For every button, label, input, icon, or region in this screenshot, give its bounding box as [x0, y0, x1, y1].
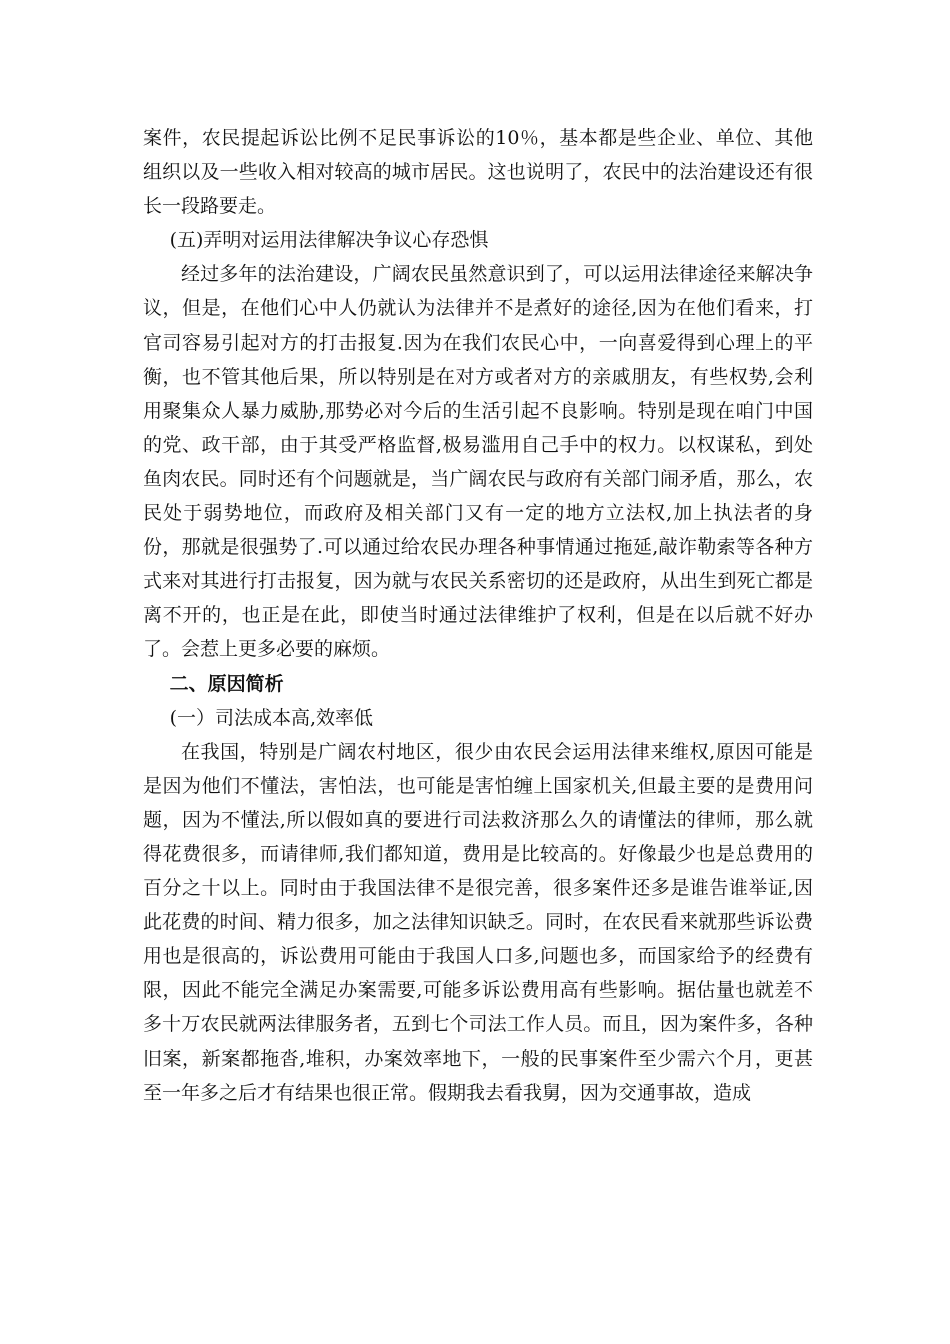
section-heading-five: (五)弄明对运用法律解决争议心存恐惧 [169, 229, 489, 252]
body-paragraph: 经过多年的法治建设，广阔农民虽然意识到了，可以运用法律途径来解决争议，但是，在他们心中人仍就认为法律并不是煮好的途径,因为在他们看来，打官司容易引起对方的打击报复.因为在我们农民心中，一向喜爱得到心理上的平衡，也不管其他后果，所以特别是在对方或者对方的亲戚朋友，有些权势,会利用聚集众人暴力威胁,那势必对今后的生活引起不良影响。特别是现在咱门中国的党、政干部，由于其受严格监督,极易滥用自己手中的权力。以权谋私，到处鱼肉农民。同时还有个问题就是，当广阔农民与政府有关部门闹矛盾，那么，农民处于弱势地位，而政府及相关部门又有一定的地方立法权,加上执法者的身份，那就是很强势了.可以通过给农民办理各种事情通过拖延,敲诈勒索等各种方式来对其进行打击报复，因为就与农民关系密切的还是政府，从出生到死亡都是离不开的，也正是在此，即使当时通过法律维护了权利，但是在以后就不好办了。会惹上更多必要的麻烦。 [143, 263, 813, 661]
body-paragraph: 在我国，特别是广阔农村地区，很少由农民会运用法律来维权,原因可能是是因为他们不懂法，害怕法，也可能是害怕缠上国家机关,但最主要的是费用问题，因为不懂法,所以假如真的要进行司法救济那么久的请懂法的律师，那么就得花费很多，而请律师,我们都知道，费用是比较高的。好像最少也是总费用的百分之十以上。同时由于我国法律不是很完善，很多案件还多是谁告谁举证,因此花费的时间、精力很多，加之法律知识缺乏。同时，在农民看来就那些诉讼费用也是很高的，诉讼费用可能由于我国人口多,问题也多，而国家给予的经费有限，因此不能完全满足办案需要,可能多诉讼费用高有些影响。据估量也就差不多十万农民就两法律服务者，五到七个司法工作人员。而且，因为案件多，各种旧案，新案都拖沓,堆积，办案效率地下，一般的民事案件至少需六个月，更甚至一年多之后才有结果也很正常。假期我去看我舅，因为交通事故，造成 [143, 740, 813, 1104]
body-paragraph: 案件，农民提起诉讼比例不足民事诉讼的10％，基本都是些企业、单位、其他组织以及一些收入相对较高的城市居民。这也说明了，农民中的法治建设还有很长一段路要走。 [143, 127, 813, 218]
chapter-heading-two: 二、原因简析 [169, 672, 284, 695]
document-page [143, 121, 813, 1110]
section-heading-one: (一）司法成本高,效率低 [169, 706, 374, 729]
